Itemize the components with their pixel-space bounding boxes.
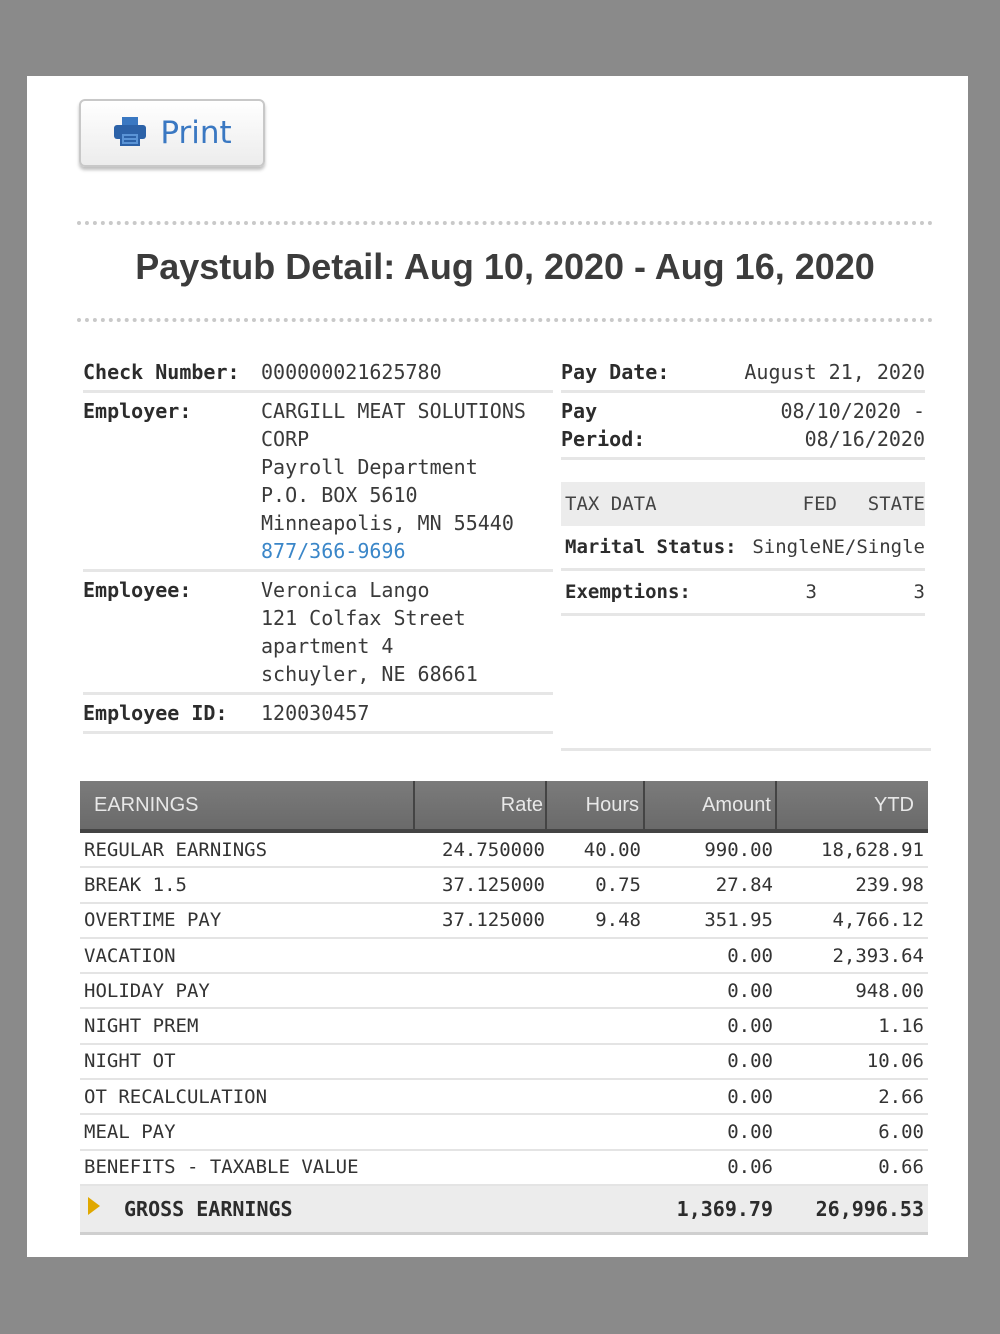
earnings-header-amount[interactable]: Amount xyxy=(645,781,777,829)
earning-name: OT RECALCULATION xyxy=(84,1085,268,1108)
divider xyxy=(561,748,931,751)
earning-name: HOLIDAY PAY xyxy=(84,979,210,1002)
gross-earnings-label: GROSS EARNINGS xyxy=(124,1196,293,1221)
tax-header-fed: FED xyxy=(802,493,837,515)
earning-ytd: 239.98 xyxy=(855,873,924,896)
earning-amount: 0.00 xyxy=(727,1050,773,1073)
earning-ytd: 2.66 xyxy=(878,1085,924,1108)
divider xyxy=(77,221,933,225)
employer-line: CORP xyxy=(261,427,310,451)
pay-date-row xyxy=(561,354,925,393)
earning-name: BENEFITS - TAXABLE VALUE xyxy=(84,1156,359,1179)
employee-address xyxy=(261,576,553,688)
employer-phone-link[interactable]: 877/366-9696 xyxy=(261,539,406,563)
earning-amount: 990.00 xyxy=(704,838,773,861)
marital-status-fed: Single xyxy=(752,536,821,558)
earnings-rows xyxy=(80,833,928,1186)
earning-rate: 24.750000 xyxy=(442,838,545,861)
pay-period-end: 08/16/2020 xyxy=(804,427,925,451)
gross-ytd: 26,996.53 xyxy=(815,1196,924,1221)
print-button[interactable] xyxy=(79,99,265,167)
tax-data-table xyxy=(561,482,925,616)
pay-period-label xyxy=(561,397,645,453)
table-row xyxy=(80,904,928,939)
employee-id-row xyxy=(83,695,553,734)
earning-ytd: 6.00 xyxy=(878,1121,924,1144)
employer-line: CARGILL MEAT SOLUTIONS xyxy=(261,399,526,423)
employee-label: Employee: xyxy=(83,578,192,602)
employee-line: schuyler, NE 68661 xyxy=(261,662,478,686)
earning-ytd: 948.00 xyxy=(855,979,924,1002)
pay-info xyxy=(561,354,925,460)
earning-name: REGULAR EARNINGS xyxy=(84,838,268,861)
gross-earnings-row xyxy=(80,1186,928,1235)
earning-ytd: 2,393.64 xyxy=(832,944,924,967)
earnings-header xyxy=(80,781,928,833)
table-row xyxy=(80,833,928,868)
earning-ytd: 1.16 xyxy=(878,1015,924,1038)
pay-period-start: 08/10/2020 - xyxy=(780,399,925,423)
earning-name: OVERTIME PAY xyxy=(84,909,222,932)
earnings-header-name[interactable]: EARNINGS xyxy=(80,781,415,829)
earning-amount: 0.00 xyxy=(727,1085,773,1108)
table-row xyxy=(80,1045,928,1080)
employer-line: Minneapolis, MN 55440 xyxy=(261,511,514,535)
check-number-label: Check Number: xyxy=(83,360,240,384)
earnings-header-hours[interactable]: Hours xyxy=(547,781,645,829)
earnings-table xyxy=(80,781,928,1235)
marital-status-label: Marital Status: xyxy=(565,536,737,558)
earning-hours: 40.00 xyxy=(583,838,641,861)
table-row xyxy=(80,939,928,974)
employee-line: Veronica Lango xyxy=(261,578,430,602)
exemptions-row xyxy=(561,571,925,616)
earning-ytd: 4,766.12 xyxy=(832,909,924,932)
marital-status-state: NE/Single xyxy=(822,536,925,558)
pay-period-label-line: Pay xyxy=(561,399,598,423)
pay-period-value xyxy=(645,397,925,453)
earning-ytd: 10.06 xyxy=(866,1050,924,1073)
divider xyxy=(77,318,933,322)
gross-amount: 1,369.79 xyxy=(676,1196,773,1221)
tax-header xyxy=(561,482,925,526)
employer-address xyxy=(261,397,553,565)
arrow-right-icon xyxy=(86,1195,102,1222)
earning-amount: 0.00 xyxy=(727,1121,773,1144)
gross-earnings-cell xyxy=(80,1195,415,1222)
employer-label: Employer: xyxy=(83,399,192,423)
employee-id-value: 120030457 xyxy=(261,701,370,725)
earning-name: VACATION xyxy=(84,944,176,967)
exemptions-fed: 3 xyxy=(805,581,817,603)
pay-period-label-line: Period: xyxy=(561,427,646,451)
table-row xyxy=(80,1009,928,1044)
earning-amount: 0.00 xyxy=(727,1015,773,1038)
printer-icon xyxy=(112,115,148,151)
pay-period-row xyxy=(561,393,925,460)
paystub-page xyxy=(27,76,968,1257)
page-title: Paystub Detail: Aug 10, 2020 - Aug 16, 2020 xyxy=(135,246,875,287)
pay-date-label: Pay Date: xyxy=(561,360,670,384)
employee-row xyxy=(83,572,553,695)
earning-name: NIGHT OT xyxy=(84,1050,176,1073)
table-row xyxy=(80,1080,928,1115)
tax-header-state: STATE xyxy=(867,493,925,515)
earning-ytd: 0.66 xyxy=(878,1156,924,1179)
pay-date-value: August 21, 2020 xyxy=(744,360,925,384)
earning-amount: 0.00 xyxy=(727,979,773,1002)
earning-rate: 37.125000 xyxy=(442,873,545,896)
employee-id-label: Employee ID: xyxy=(83,701,228,725)
earning-ytd: 18,628.91 xyxy=(821,838,924,861)
earnings-header-ytd[interactable]: YTD xyxy=(874,793,914,816)
earning-name: MEAL PAY xyxy=(84,1121,176,1144)
employer-line: Payroll Department xyxy=(261,455,478,479)
earning-amount: 0.06 xyxy=(727,1156,773,1179)
employer-row xyxy=(83,393,553,572)
earning-amount: 0.00 xyxy=(727,944,773,967)
employee-info xyxy=(83,354,553,734)
check-number-link[interactable]: 000000021625780 xyxy=(261,360,442,384)
exemptions-state: 3 xyxy=(913,581,925,603)
earning-hours: 0.75 xyxy=(595,873,641,896)
earning-name: BREAK 1.5 xyxy=(84,873,187,896)
earning-name: NIGHT PREM xyxy=(84,1015,199,1038)
employer-line: P.O. BOX 5610 xyxy=(261,483,418,507)
earning-rate: 37.125000 xyxy=(442,909,545,932)
earning-amount: 27.84 xyxy=(715,873,773,896)
table-row xyxy=(80,974,928,1009)
earning-hours: 9.48 xyxy=(595,909,641,932)
table-row xyxy=(80,1151,928,1186)
employee-line: 121 Colfax Street xyxy=(261,606,466,630)
tax-header-label: TAX DATA xyxy=(565,493,657,515)
earning-amount: 351.95 xyxy=(704,909,773,932)
check-number-row xyxy=(83,354,553,393)
table-row xyxy=(80,868,928,903)
employee-line: apartment 4 xyxy=(261,634,394,658)
earnings-header-rate[interactable]: Rate xyxy=(415,781,547,829)
table-row xyxy=(80,1115,928,1150)
print-label: Print xyxy=(160,115,232,151)
marital-status-row xyxy=(561,526,925,571)
exemptions-label: Exemptions: xyxy=(565,581,691,603)
